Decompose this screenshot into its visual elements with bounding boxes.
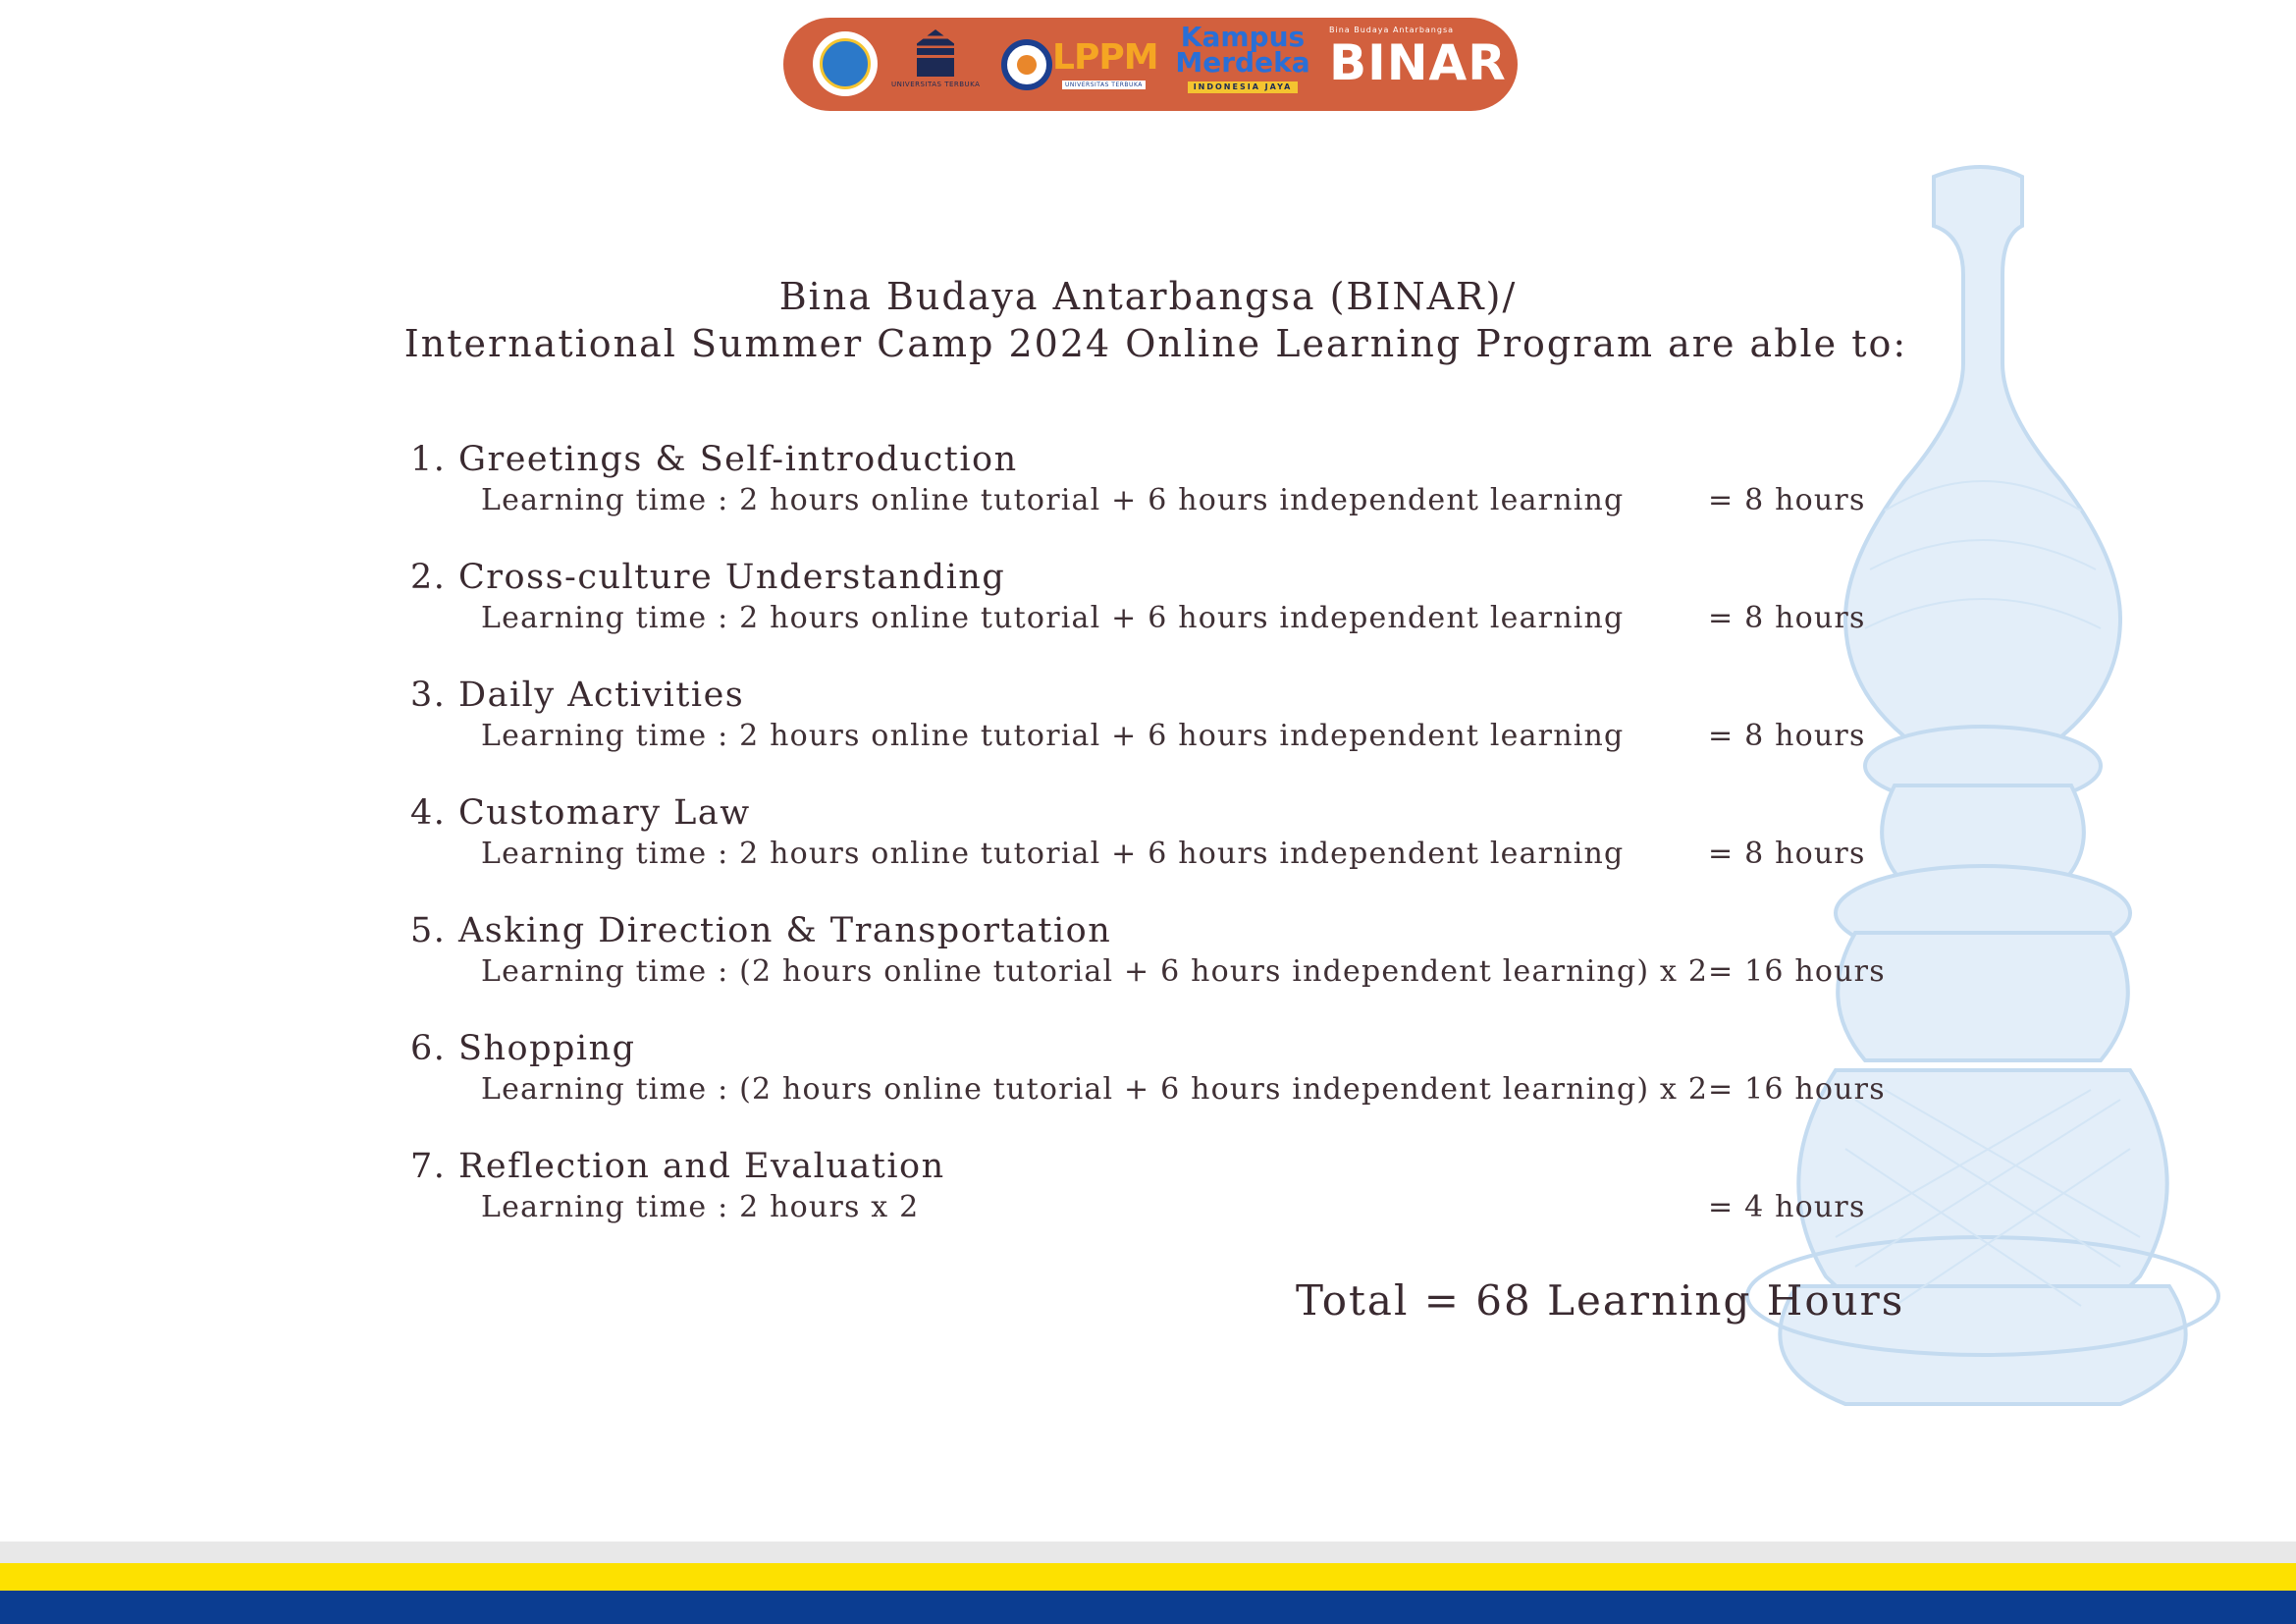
module-item — [410, 1147, 1883, 1245]
footer-stripe-blue — [0, 1591, 2296, 1624]
module-hours: = 8 hours — [1708, 601, 1866, 635]
module-hours: = 16 hours — [1708, 954, 1886, 989]
ut-logo-caption: UNIVERSITAS TERBUKA — [891, 81, 981, 88]
module-title: 6. Shopping — [410, 1029, 636, 1068]
module-hours: = 8 hours — [1708, 719, 1866, 753]
module-hours: = 16 hours — [1708, 1072, 1886, 1107]
module-learning-time: Learning time : (2 hours online tutorial + 6 hours independent learning) x 2 — [481, 1072, 1709, 1107]
module-title: 4. Customary Law — [410, 793, 751, 833]
binar-logo-tag: Bina Budaya Antarbangsa — [1329, 26, 1455, 34]
module-hours: = 8 hours — [1708, 837, 1866, 871]
binar-logo-word: BINAR — [1329, 34, 1507, 91]
binar-logo — [1329, 26, 1507, 102]
km-logo-line2: Merdeka — [1175, 46, 1310, 79]
footer-stripe-yellow — [0, 1563, 2296, 1591]
module-item — [410, 558, 1883, 656]
module-learning-time: Learning time : 2 hours x 2 — [481, 1190, 920, 1224]
module-hours: = 8 hours — [1708, 483, 1866, 517]
lppm-logo-word: LPPM — [1052, 37, 1158, 78]
module-learning-time: Learning time : 2 hours online tutorial + 6 hours independent learning — [481, 719, 1625, 753]
module-learning-time: Learning time : (2 hours online tutorial + 6 hours independent learning) x 2 — [481, 954, 1709, 989]
title-line-1: Bina Budaya Antarbangsa (BINAR)/ — [778, 275, 1518, 318]
module-title: 7. Reflection and Evaluation — [410, 1147, 945, 1186]
module-learning-time: Learning time : 2 hours online tutorial + 6 hours independent learning — [481, 837, 1625, 871]
module-item — [410, 911, 1886, 1009]
total-learning-hours: Total = 68 Learning Hours — [1296, 1276, 1905, 1325]
km-logo-line3: INDONESIA JAYA — [1188, 81, 1299, 93]
lppm-logo-sub: UNIVERSITAS TERBUKA — [1062, 81, 1146, 89]
module-title: 5. Asking Direction & Transportation — [410, 911, 1112, 950]
module-item — [410, 793, 1883, 892]
lppm-logo — [1001, 35, 1158, 96]
title-line-2: International Summer Camp 2024 Online Learning Program are able to: — [403, 322, 1908, 365]
module-learning-time: Learning time : 2 hours online tutorial + 6 hours independent learning — [481, 601, 1625, 635]
module-title: 1. Greetings & Self-introduction — [410, 440, 1018, 479]
page-title — [0, 273, 2296, 367]
footer-stripe-grey — [0, 1542, 2296, 1563]
module-item — [410, 1029, 1886, 1127]
module-item — [410, 440, 1883, 538]
module-item — [410, 676, 1883, 774]
module-title: 3. Daily Activities — [410, 676, 745, 715]
km-logo-line1: Kampus — [1180, 21, 1306, 53]
partner-logo-bar — [783, 18, 1518, 111]
universitas-terbuka-logo — [891, 29, 980, 98]
module-hours: = 4 hours — [1708, 1190, 1866, 1224]
module-title: 2. Cross-culture Understanding — [410, 558, 1006, 597]
kemendikbud-logo — [813, 31, 878, 96]
kampus-merdeka-logo — [1174, 21, 1311, 106]
module-learning-time: Learning time : 2 hours online tutorial + 6 hours independent learning — [481, 483, 1625, 517]
